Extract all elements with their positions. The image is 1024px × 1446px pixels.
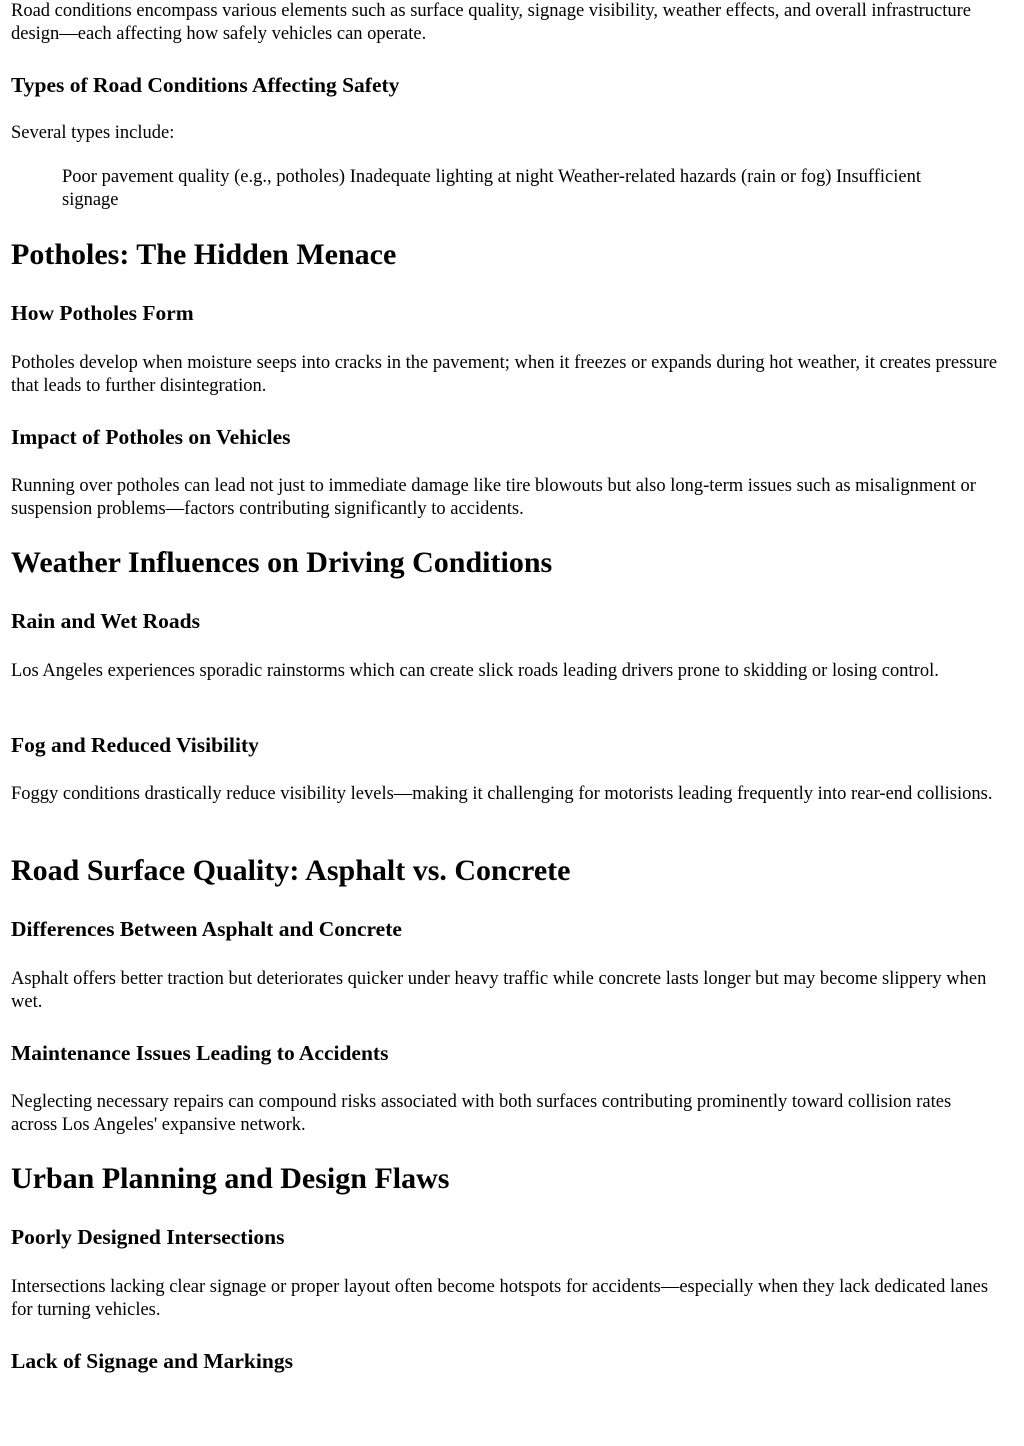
- surface-maint-text: Neglecting necessary repairs can compound risks associated with both surfaces contributing prominently toward collision rates across Los Angeles' expansive network.: [11, 1092, 952, 1135]
- urban-intersections-text: Intersections lacking clear signage or proper layout often become hotspots for accidents—especially when they lack dedicated lanes for turning vehicles.: [11, 1277, 989, 1320]
- potholes-form-text: Potholes develop when moisture seeps into cracks in the pavement; when it freezes or expands during hot weather, it creates pressure that leads to further disintegration.: [11, 353, 998, 396]
- weather-rain-text: Los Angeles experiences sporadic rainstorms which can create slick roads leading drivers prone to skidding or losing control.: [11, 661, 939, 681]
- weather-fog-text: Foggy conditions drastically reduce visibility levels—making it challenging for motorists leading frequently into rear-end collisions.: [11, 784, 993, 804]
- types-list-item: Weather-related hazards (rain or fog): [557, 167, 832, 187]
- potholes-heading: Potholes: The Hidden Menace: [11, 238, 397, 271]
- potholes-impact-text: Running over potholes can lead not just to immediate damage like tire blowouts but also long-term issues such as misalignment or suspension problems—factors contributing significantly to accidents.: [11, 476, 976, 519]
- types-list: [11, 166, 962, 212]
- types-list-item: Inadequate lighting at night: [349, 167, 554, 187]
- potholes-impact-heading: Impact of Potholes on Vehicles: [11, 425, 291, 449]
- urban-intersections-heading: Poorly Designed Intersections: [11, 1225, 285, 1249]
- weather-rain-heading: Rain and Wet Roads: [11, 609, 200, 633]
- potholes-form-heading: How Potholes Form: [11, 301, 194, 325]
- surface-maint-heading: Maintenance Issues Leading to Accidents: [11, 1041, 389, 1065]
- types-list-item: Poor pavement quality (e.g., potholes): [62, 167, 346, 187]
- urban-signage-heading: Lack of Signage and Markings: [11, 1349, 293, 1373]
- types-lead: Several types include:: [11, 123, 175, 143]
- surface-heading: Road Surface Quality: Asphalt vs. Concrete: [11, 854, 571, 887]
- types-heading: Types of Road Conditions Affecting Safety: [11, 73, 400, 97]
- types-list-item: Insufficient signage: [62, 167, 921, 210]
- surface-diff-heading: Differences Between Asphalt and Concrete: [11, 917, 402, 941]
- urban-heading: Urban Planning and Design Flaws: [11, 1162, 450, 1195]
- weather-fog-heading: Fog and Reduced Visibility: [11, 733, 259, 757]
- surface-diff-text: Asphalt offers better traction but deteriorates quicker under heavy traffic while concrete lasts longer but may become slippery when wet.: [11, 969, 987, 1012]
- weather-heading: Weather Influences on Driving Conditions: [11, 546, 553, 579]
- intro-paragraph: Road conditions encompass various elements such as surface quality, signage visibility, weather effects, and overall infrastructure design—each affecting how safely vehicles can operate.: [11, 1, 971, 44]
